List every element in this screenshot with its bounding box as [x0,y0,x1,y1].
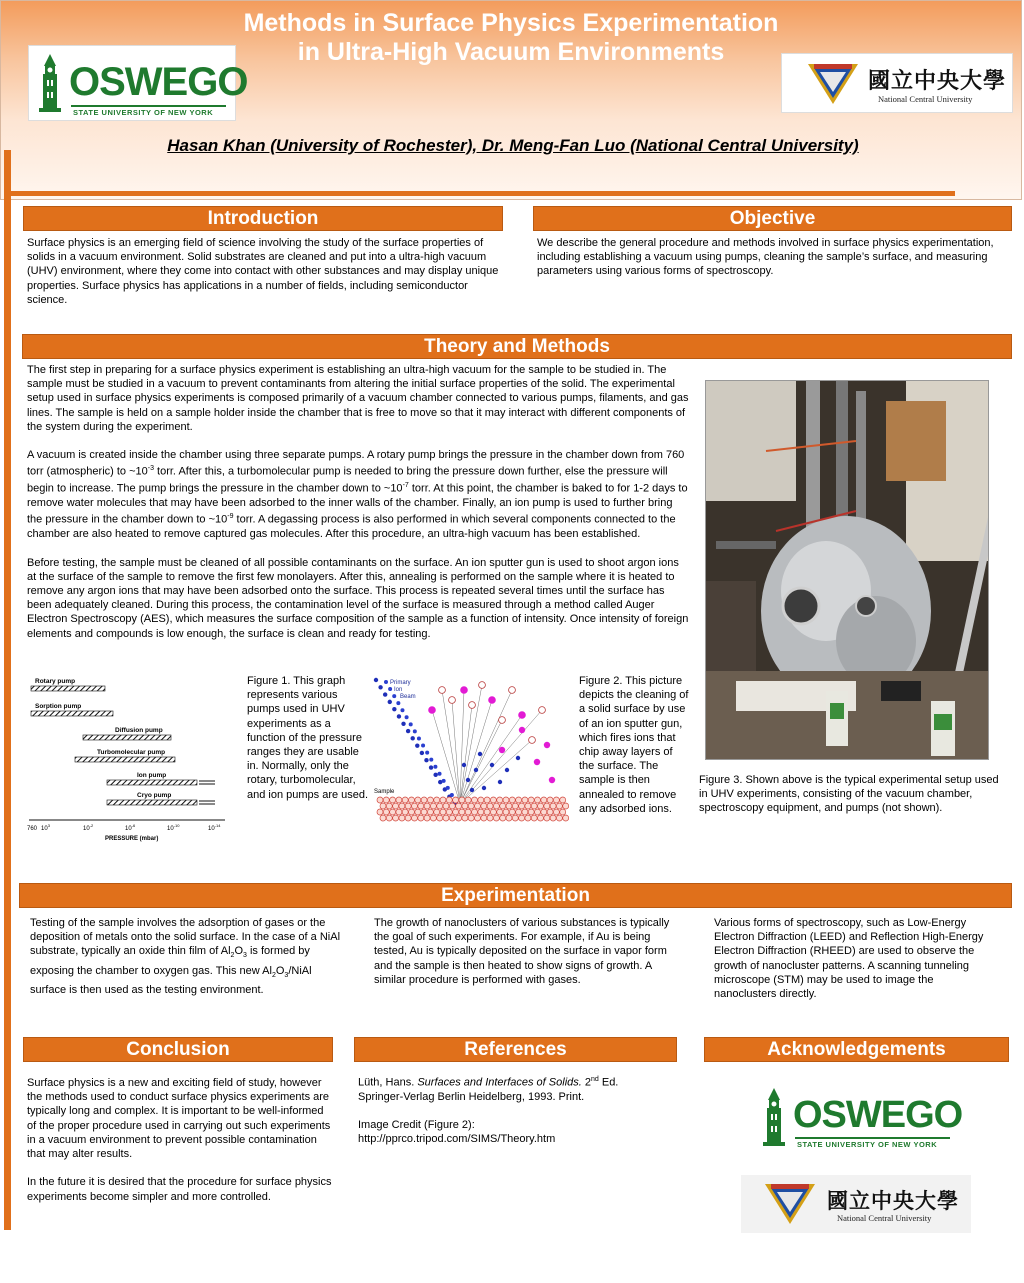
lattice-atom [449,803,455,809]
lattice-atom [453,797,459,803]
authors: Hasan Khan (University of Rochester), Dr. Meng-Fan Luo (National Central University) [167,136,859,155]
lattice-atom [427,809,433,815]
sample-label: Sample [374,789,395,795]
ncu-chinese-name: 國立中央大學 [827,1188,959,1213]
lattice-atom [509,809,515,815]
lattice-atom [560,797,566,803]
turbomolecular-pump-bar [75,757,175,762]
lattice-atom [468,803,474,809]
primary-ion [438,772,442,776]
figure-1-caption: Figure 1. This graph represents various pumps used in UHV experiments as a function of the pressure ranges they are usable in. Normally, only the rotary, turbomolecular, and ion pumps are used. [247,675,369,801]
oswego-logo-ack [757,1082,963,1154]
oswego-rule [795,1137,950,1139]
tick-label: $10^{-2}$ [83,823,94,832]
tick-label: $10^3$ [41,823,50,832]
ncu-chinese-name: 國立中央大學 [868,68,1007,94]
lattice-atom [563,803,569,809]
figure-2-caption: Figure 2. This picture depicts the cleaning of a solid surface by use of an ion sputter gun, which fires ions that chip away layers of the surface. The sample is then annealed to remove any adsorbed ions. [579,675,689,815]
lattice-atom [402,797,408,803]
lattice-atom [535,797,541,803]
lattice-atom [544,803,550,809]
lattice-atom [522,809,528,815]
references-heading: References [354,1037,677,1062]
cryo-pump-bar [107,800,197,805]
tick-label: $10^{-6}$ [125,823,136,832]
sputter-ray [460,700,492,804]
lattice-atom [399,815,405,821]
lattice-atom [437,803,443,809]
lattice-atom [462,815,468,821]
lattice-atom [525,815,531,821]
lattice-atom [535,809,541,815]
primary-ion [384,680,388,684]
lattice-atom [528,797,534,803]
pump-label: Turbomolecular pump [97,749,166,756]
primary-ion [429,758,433,762]
lattice-atom [390,809,396,815]
introduction-text: Surface physics is an emerging field of science involving the study of the surface properties of solids in a vacuum environment. Solid substrates are cleaned and put into a ultra-high vacuum (UHV) environment, where they come into contact with other substances and may display unique properties. Surface physics has applications in a number of fields, including semiconductor science. [27,237,499,306]
tick-label: 760 [27,826,38,832]
lattice-atom [472,797,478,803]
lattice-atom [553,809,559,815]
pump-chart-svg [25,672,231,842]
lattice-atom [456,815,462,821]
primary-ion [406,729,410,733]
clocktower-icon [759,1086,789,1148]
sputtered-particle [461,687,468,694]
objective-text: We describe the general procedure and methods involved in surface physics experimentation, including establishing a vacuum using pumps, cleaning the sample’s surface, and measuring parameters using various forms of spectroscopy. [537,237,994,278]
lattice-atom [443,815,449,821]
text-run: O [275,964,285,977]
lattice-atom [544,815,550,821]
lattice-atom [393,803,399,809]
primary-ion [374,678,378,682]
lattice-atom [497,797,503,803]
text-run: Testing of the sample involves the adsorption of gases or the deposition of metals onto the solid surface. In the case of a NiAl substrate, typically an oxide thin film of Al [30,917,341,958]
lattice-atom [415,797,421,803]
lattice-atom [443,803,449,809]
scattered-ion [498,780,502,784]
lattice-atom [415,809,421,815]
acknowledgements-heading: Acknowledgements [704,1037,1009,1062]
lattice-atom [434,797,440,803]
primary-ion [383,692,387,696]
pump-label: Diffusion pump [115,727,163,734]
theory-heading: Theory and Methods [22,334,1012,359]
lattice-atom [462,803,468,809]
primary-ion [411,736,415,740]
lattice-atom [563,815,569,821]
lattice-atom [519,815,525,821]
lattice-atom [459,797,465,803]
pump-label: Ion pump [137,772,167,779]
ncu-english-name: National Central University [878,94,973,104]
objective-heading: Objective [533,206,1012,231]
lattice-atom [393,815,399,821]
lattice-atom [541,797,547,803]
lattice-atom [383,797,389,803]
oswego-logo [28,45,248,121]
lattice-atom [497,809,503,815]
tick-label: $10^{-10}$ [167,823,180,832]
primary-ion [378,685,382,689]
lattice-atom [399,803,405,809]
sputtered-particle [529,737,536,744]
lattice-atom [475,815,481,821]
lattice-atom [481,803,487,809]
lattice-atom [506,815,512,821]
primary-ion [409,722,413,726]
scattered-ion [462,763,466,767]
lattice-atom [509,797,515,803]
conclusion-heading: Conclusion [23,1037,333,1062]
lattice-atom [487,815,493,821]
sputter-ray [452,700,460,804]
lattice-atom [396,809,402,815]
scattered-ion [478,752,482,756]
primary-ion [421,744,425,748]
lattice-atom [446,809,452,815]
primary-ion [425,751,429,755]
lattice-atom [412,815,418,821]
accent-bar-vertical [4,150,11,1230]
sputter-ray [460,740,532,804]
primary-ion [417,736,421,740]
ion-pump-bar [107,780,197,785]
references-text [358,1073,673,1147]
lattice-atom [550,803,556,809]
beam-label: Primary [390,680,411,686]
lattice-atom [481,815,487,821]
figure-3-caption: Figure 3. Shown above is the typical experimental setup used in UHV experiments, consisting of the vacuum chamber, spectroscopy equipment, and pumps (not shown). [699,774,999,815]
primary-ion [397,714,401,718]
axis-label: PRESSURE (mbar) [105,836,159,842]
primary-ion [424,758,428,762]
primary-ion [450,793,454,797]
text-run: Springer-Verlag Berlin Heidelberg, 1993. Print. [358,1090,585,1103]
primary-ion [392,694,396,698]
lattice-atom [402,809,408,815]
lattice-atom [556,803,562,809]
lattice-atom [459,809,465,815]
lattice-atom [465,797,471,803]
lattice-atom [390,797,396,803]
subscript: 2 [271,971,276,979]
image-credit [358,1118,673,1146]
lattice-atom [437,815,443,821]
tick-label: $10^{-14}$ [208,823,221,832]
primary-ion [415,743,419,747]
sputtered-particle [479,682,486,689]
lattice-atom [484,809,490,815]
primary-ion [392,707,396,711]
lattice-atom [405,803,411,809]
rotary-pump-bar [31,686,105,691]
lattice-atom [538,803,544,809]
sputtered-particle [439,687,446,694]
poster-header [0,0,1022,200]
text-run: torr. At this point, the chamber is baked to for 1-2 days to remove water molecules that may have been adsorbed to the inner walls of the chamber. Finally, an ion pump is used to further bring the pressure in the chamber down to ~10 [27,482,688,526]
lattice-atom [531,803,537,809]
lattice-atom [412,803,418,809]
sputter-ray [460,690,512,804]
text-run: torr. A degassing process is also performed in which several components connected to the chamber are also heated to remove captured gas molecules. After this procedure, an ultra-high vacuum has been established. [27,513,676,541]
lattice-atom [484,797,490,803]
lattice-atom [377,797,383,803]
lattice-atom [440,809,446,815]
sputtered-particle [509,687,516,694]
poster-title [151,9,871,67]
lattice-atom [516,809,522,815]
ejected-ion [499,747,505,753]
ncu-badge-icon [806,62,860,106]
lattice-atom [396,797,402,803]
theory-paragraph-1: The first step in preparing for a surface physics experiment is establishing an ultra-high vacuum for the sample to be studied in. The sample must be studied in a vacuum to prevent contaminants from altering the initial surface properties of the solid. The experimental setup used in surface physics experiments is composed primarily of a vacuum chamber connected to various pumps, filaments, and gas lines. The sample is held on a sample holder inside the chamber that is free to move so that it may interact with different components of the system during the experiment. [27,364,689,433]
primary-ion [401,722,405,726]
experimentation-col-2: The growth of nanoclusters of various substances is typically the goal of such experiments. For example, if Au is being tested, Au is typically deposited on the surface in vapor form and the sample is then heated to show signs of growth. A similar procedure is performed with gases. [374,917,670,986]
clocktower-icon [35,52,65,114]
sputtered-particle [499,717,506,724]
sorption-pump-bar [31,711,113,716]
lattice-atom [386,803,392,809]
superscript: -9 [227,513,234,521]
lattice-atom [456,803,462,809]
scattered-ion [466,778,470,782]
primary-ion [442,779,446,783]
lattice-atom [528,809,534,815]
scattered-ion [505,768,509,772]
lattice-atom [512,803,518,809]
conclusion-paragraph-1: Surface physics is a new and exciting field of study, however the methods used to conduct surface physics experiments are typically long and complex. It is important to be well-informed of the proper procedure used in carrying out such experiments in a vacuum environment to prevent possible contamination that may alter results. [27,1077,331,1161]
text-run: 2 [581,1076,591,1089]
ncu-logo-ack [741,1175,971,1233]
lattice-atom [478,809,484,815]
lattice-atom [468,815,474,821]
lattice-atom [516,797,522,803]
superscript: -7 [402,482,409,490]
apparatus-illustration [706,381,989,760]
title-line-2: in Ultra-High Vacuum Environments [297,38,725,66]
lattice-atom [430,815,436,821]
diffusion-pump-bar [83,735,171,740]
text-run: /NiAl surface is then used as the testing environment. [30,964,312,997]
text-run: Ed. [598,1076,619,1089]
lattice-atom [560,809,566,815]
title-line-1: Methods in Surface Physics Experimentation [243,9,779,37]
primary-ion [396,701,400,705]
lattice-atom [478,797,484,803]
lattice-atom [525,803,531,809]
lattice-atom [377,809,383,815]
credit-url: http://pprco.tripod.com/SIMS/Theory.htm [358,1133,556,1146]
lattice-atom [556,815,562,821]
primary-ion [388,700,392,704]
lattice-atom [538,815,544,821]
lattice-atom [409,809,415,815]
sputter-ray [442,690,460,804]
scattered-ion [470,788,474,792]
primary-ion [420,751,424,755]
experimentation-col-1 [30,916,340,997]
sputtered-particle [539,707,546,714]
reference-1 [358,1073,673,1104]
conclusion-text [27,1076,333,1204]
primary-ion [400,708,404,712]
lattice-atom [405,815,411,821]
sputtered-particle [429,707,436,714]
primary-ion [413,729,417,733]
scattered-ion [482,786,486,790]
text-run: Image Credit (Figure 2): [358,1119,475,1132]
lattice-atom [493,815,499,821]
sputtered-particle [469,702,476,709]
lattice-atom [453,809,459,815]
lattice-atom [512,815,518,821]
theory-text [27,363,689,641]
primary-ion [405,715,409,719]
oswego-rule [71,105,226,107]
lattice-atom [490,809,496,815]
ejected-ion [519,727,525,733]
text-run: A vacuum is created inside the chamber using three separate pumps. A rotary pump brings the pressure in the chamber down from 760 torr (atmospheric) to ~10 [27,449,685,479]
oswego-wordmark: OSWEGO [69,60,248,104]
lattice-atom [503,797,509,803]
lattice-atom [380,815,386,821]
sputtered-particle [489,697,496,704]
primary-ion [388,687,392,691]
ejected-ion [534,759,540,765]
lattice-atom [490,797,496,803]
oswego-subtitle: STATE UNIVERSITY OF NEW YORK [73,108,214,117]
lattice-atom [547,797,553,803]
scattered-ion [474,768,478,772]
accent-bar-horizontal [8,191,955,196]
conclusion-paragraph-2: In the future it is desired that the procedure for surface physics experiments become simpler and more controlled. [27,1176,332,1203]
lattice-atom [472,809,478,815]
sample-lattice [377,797,569,821]
reference-title: Surfaces and Interfaces of Solids. [417,1076,582,1089]
scattered-ion [516,756,520,760]
oswego-wordmark: OSWEGO [793,1094,963,1136]
lattice-atom [487,803,493,809]
lattice-atom [446,797,452,803]
subscript: 3 [243,952,247,960]
theory-paragraph-3: Before testing, the sample must be cleaned of all possible contaminants on the surface. An ion sputter gun is used to shoot argon ions at the surface of the sample to remove the first few monolayers. After this, annealing is performed on the sample where it is heated to remove any argon ions that may have been adsorbed onto the surface. This process is repeated several times until the surface has been adequately cleaned. During this process, the contamination level of the surface is measured through a method called Auger Electron Spectroscopy (AES), which measures the surface composition of the sample as a function of intensity. Once intensity of foreign elements and compounds is low enough, the surface is clean and ready for testing. [27,556,689,640]
lattice-atom [430,803,436,809]
primary-ion [429,765,433,769]
primary-ion [433,773,437,777]
text-run: Lüth, Hans. [358,1076,418,1089]
lattice-atom [553,797,559,803]
beam-label: Ion [394,687,403,693]
pump-label: Rotary pump [35,678,76,685]
lattice-atom [493,803,499,809]
lattice-atom [465,809,471,815]
figure-3-apparatus-photo [705,380,989,760]
lattice-atom [418,815,424,821]
lattice-atom [386,815,392,821]
lattice-atom [475,803,481,809]
lattice-atom [427,797,433,803]
sputter-diagram-svg [372,670,572,828]
text-run: O [234,945,244,958]
lattice-atom [424,803,430,809]
lattice-atom [503,809,509,815]
primary-ion [446,786,450,790]
experimentation-col-3: Various forms of spectroscopy, such as Low-Energy Electron Diffraction (LEED) and Reflection High-Energy Electron Diffraction (RHEED) are used to observe the growth of nanocluster patterns. A scanning tunneling microscope (STM) may be used to image the nanoclusters directly. [714,917,984,1001]
ncu-badge-icon [763,1182,817,1226]
lattice-atom [421,809,427,815]
figure-2-sputter-diagram [372,670,572,828]
lattice-atom [434,809,440,815]
lattice-atom [409,797,415,803]
lattice-atom [519,803,525,809]
lattice-atom [541,809,547,815]
lattice-atom [418,803,424,809]
superscript: nd [591,1076,599,1083]
lattice-atom [424,815,430,821]
sputtered-particle [449,697,456,704]
lattice-atom [500,815,506,821]
lattice-atom [383,809,389,815]
primary-ion [433,765,437,769]
lattice-atom [531,815,537,821]
lattice-atom [500,803,506,809]
superscript: -3 [147,465,154,473]
text-run: is formed by exposing the chamber to oxygen gas. This new Al [30,945,310,977]
lattice-atom [421,797,427,803]
ejected-ion [549,777,555,783]
subscript: 2 [230,952,235,960]
introduction-heading: Introduction [23,206,503,231]
lattice-atom [440,797,446,803]
lattice-atom [547,809,553,815]
beam-label: Beam [400,694,416,700]
lattice-atom [380,803,386,809]
sputtered-particle [519,712,526,719]
lattice-atom [522,797,528,803]
pump-label: Sorption pump [35,703,82,710]
ncu-english-name: National Central University [837,1213,932,1223]
figure-1-pump-chart [25,672,231,842]
ncu-logo [781,53,1013,113]
text-run: torr. After this, a turbomolecular pump is needed to bring the pressure down further, else the pressure will begin to increase. The pump brings the pressure in the chamber down to ~10 [27,466,668,495]
lattice-atom [550,815,556,821]
scattered-ion [490,763,494,767]
lattice-atom [506,803,512,809]
experimentation-heading: Experimentation [19,883,1012,908]
ejected-ion [544,742,550,748]
subscript: 3 [284,971,289,979]
pump-label: Cryo pump [137,792,172,799]
sputter-ray [460,720,502,804]
lattice-atom [449,815,455,821]
theory-paragraph-2 [27,448,689,541]
oswego-subtitle: STATE UNIVERSITY OF NEW YORK [797,1140,938,1149]
